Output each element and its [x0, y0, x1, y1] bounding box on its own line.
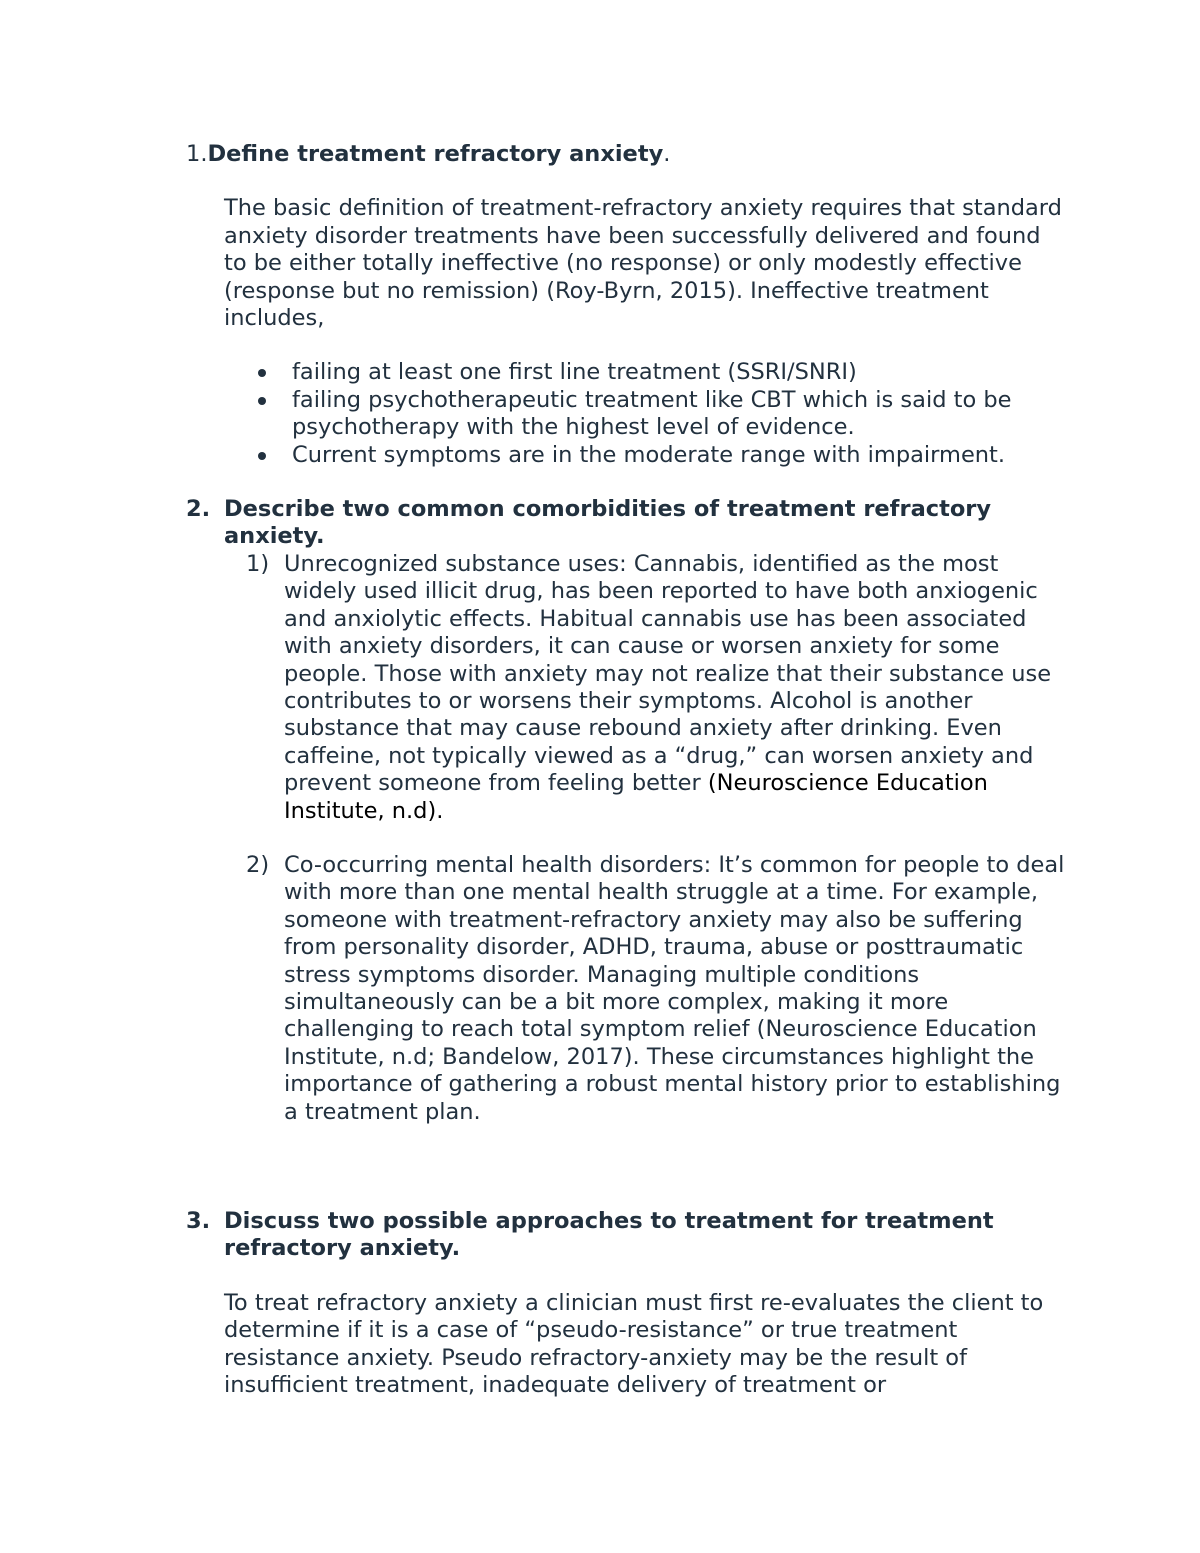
question-1-number: 1.	[186, 141, 208, 167]
question-3-paragraph: To treat refractory anxiety a clinician must first re-evaluates the client to determine if it is a case of “pseudo-resistance” or true treatment resistance anxiety. Pseudo refractory-anxiety may be the result of insufficient treatment, inadequate delivery of treatment or	[224, 1289, 1044, 1399]
list-item	[246, 551, 1066, 825]
bullet-text: failing at least one first line treatment (SSRI/SNRI)	[292, 359, 857, 386]
question-1-title-suffix: .	[663, 141, 671, 167]
question-3-number: 3.	[186, 1208, 211, 1234]
document-body	[186, 141, 1066, 1399]
section-spacer	[186, 1126, 1066, 1208]
question-3-title: Discuss two possible approaches to treatment for treatment refractory anxiety.	[224, 1208, 994, 1262]
list-item	[224, 387, 1066, 442]
bullet-icon	[224, 359, 292, 386]
list-item-marker: 2)	[246, 851, 270, 878]
list-item	[224, 442, 1066, 469]
question-1-bullet-list	[224, 359, 1066, 469]
bullet-icon	[224, 387, 292, 414]
list-item	[246, 852, 1066, 1126]
question-3-heading	[186, 1208, 1066, 1263]
question-1-paragraph: The basic definition of treatment-refractory anxiety requires that standard anxiety disorder treatments have been successfully delivered and found to be either totally ineffective (no response) or only modestly effective (response but no remission) (Roy-Byrn, 2015). Ineffective treatment includes,	[224, 195, 1062, 332]
list-item-marker: 1)	[246, 550, 270, 577]
list-item-citation: (Neuroscience Education Institute, n.d).	[284, 770, 988, 824]
question-2-numbered-list	[246, 551, 1066, 1126]
list-item-text: Co-occurring mental health disorders: It’s common for people to deal with more than one mental health struggle at a time. For example, someone with treatment-refractory anxiety may also be suffering from personality disorder, ADHD, trauma, abuse or posttraumatic stress symptoms disorder. Managing multiple conditions simultaneously can be a bit more complex, making it more challenging to reach total symptom relief (Neuroscience Education Institute, n.d; Bandelow, 2017). These circumstances highlight the importance of gathering a robust mental history prior to establishing a treatment plan.	[284, 851, 1065, 1125]
bullet-text: failing psychotherapeutic treatment like CBT which is said to be psychotherapy with the highest level of evidence.	[292, 386, 1012, 441]
question-1-heading	[186, 141, 1066, 168]
list-item	[224, 359, 1066, 386]
bullet-text: Current symptoms are in the moderate range with impairment.	[292, 441, 1006, 468]
question-2-heading	[186, 496, 1066, 551]
question-2-number: 2.	[186, 496, 211, 523]
question-2-title: Describe two common comorbidities of treatment refractory anxiety.	[224, 496, 992, 550]
bullet-icon	[224, 442, 292, 469]
list-item-text: Unrecognized substance uses: Cannabis, identified as the most widely used illicit drug, has been reported to have both anxiogenic and anxiolytic effects. Habitual cannabis use has been associated with anxiety disorders, it can cause or worsen anxiety for some people. Those with anxiety may not realize that their substance use contributes to or worsens their symptoms. Alcohol is another substance that may cause rebound anxiety after drinking. Even caffeine, not typically viewed as a “drug,” can worsen anxiety and prevent someone from feeling better	[284, 550, 1052, 797]
question-1-title: Define treatment refractory anxiety	[207, 141, 664, 167]
